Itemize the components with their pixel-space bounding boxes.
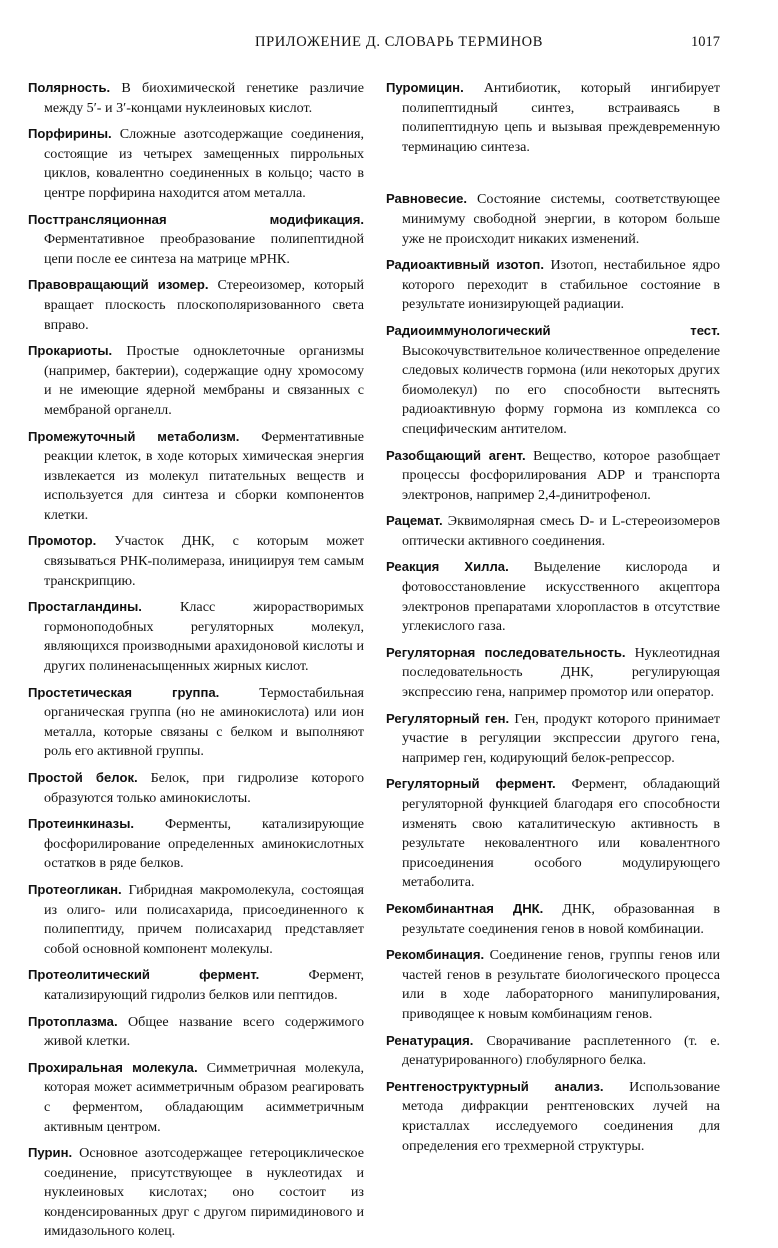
glossary-term: Простой белок. — [28, 770, 138, 785]
glossary-definition: Гибридная макромолекула, состоящая из олиго- или полисахарида, присоединенного к полипептиду, причем полисахарид представляет собой основной компонент молекулы. — [44, 881, 364, 957]
glossary-definition: Белок, при гидролизе которого образуются только аминокислоты. — [44, 770, 364, 806]
glossary-term: Простагландины. — [28, 599, 142, 615]
glossary-entry — [386, 189, 720, 249]
glossary-entry — [386, 78, 720, 157]
glossary-definition: Простые одноклеточные организмы (например, бактерии), содержащие одну хромосому и не имеющие ядерной мембраны и связанных с мембраной органелл. — [44, 343, 364, 418]
glossary-term: Радиоиммунологический тест. — [386, 322, 720, 338]
section-divider-gap — [386, 163, 720, 189]
glossary-entry — [386, 774, 720, 893]
glossary-definition: Соединение генов, группы генов или частей генов в результате биологического процесса или в ходе лабораторного манипулирования, приводящее к новым комбинациям генов. — [402, 947, 720, 1022]
glossary-entry — [28, 1012, 364, 1052]
glossary-term: Прохиральная молекула. — [28, 1059, 198, 1075]
glossary-definition: Общее название всего содержимого живой клетки. — [44, 1013, 364, 1050]
glossary-entry — [386, 446, 720, 506]
left-column — [28, 78, 364, 1248]
glossary-term: Регуляторный фермент. — [386, 776, 556, 792]
glossary-definition: Основное азотсодержащее гетероциклическое соединение, присутствующее в нуклеотидах и нуклеиновых кислотах; оно состоит из конденсированных друг с другом пиримидинового и имидазольного колец. — [44, 1145, 364, 1240]
glossary-term: Равновесие. — [386, 191, 468, 207]
glossary-term: Правовращающий изомер. — [28, 277, 209, 293]
right-column-p-section — [386, 78, 720, 157]
glossary-term: Простетическая группа. — [28, 684, 220, 700]
glossary-entry — [386, 557, 720, 636]
glossary-definition: Ферментативное преобразование полипептидной цепи после ее синтеза на матрице мРНК. — [44, 231, 364, 267]
glossary-entry — [386, 321, 720, 440]
glossary-term: Регуляторный ген. — [386, 710, 510, 726]
glossary-entry — [28, 210, 364, 270]
glossary-entry — [28, 1058, 364, 1137]
glossary-entry — [28, 124, 364, 203]
glossary-definition: Нуклеотидная последовательность ДНК, регулирующая экспрессию гена, например промотор или оператор. — [402, 644, 720, 701]
glossary-term: Рацемат. — [386, 513, 443, 529]
glossary-definition: Участок ДНК, с которым может связываться РНК-полимераза, инициируя тем самым транскрипцию. — [44, 533, 364, 589]
glossary-term: Промежуточный метаболизм. — [28, 428, 240, 444]
glossary-term: Рентгеноструктурный анализ. — [386, 1078, 604, 1094]
glossary-term: Разобщающий агент. — [386, 447, 526, 463]
glossary-entry — [28, 597, 364, 676]
glossary-definition: Изотоп, нестабильное ядро которого переходит в стабильное состояние в результате ионизирующей радиации. — [402, 257, 720, 313]
right-column — [386, 78, 720, 1162]
glossary-definition: Класс жирорастворимых гормоноподобных регуляторных молекул, являющихся производными арахидоновой кислоты и других полиненасыщенных жирных кислот. — [44, 599, 364, 675]
glossary-definition: Термостабильная органическая группа (но не аминокислота) или ион металла, которые связаны с белком и выполняют роль его активной группы. — [44, 684, 364, 760]
glossary-definition: Стереоизомер, который вращает плоскость плоскополяризованного света вправо. — [44, 277, 365, 333]
glossary-entry — [28, 1143, 364, 1242]
glossary-definition: Использование метода дифракции рентгеновских лучей на кристаллах исследуемого соединения для определения его трехмерной структуры. — [402, 1078, 720, 1154]
glossary-term: Протеинкиназы. — [28, 816, 135, 832]
glossary-definition: Высокочувствительное количественное определение следовых количеств гормона (или некоторых других биомолекул) по его способности вытеснять радиоактивную форму гормона из комплекса со специфическим антителом. — [402, 342, 720, 437]
glossary-entry — [386, 1077, 720, 1156]
glossary-entry — [28, 427, 364, 526]
glossary-term: Регуляторная последовательность. — [386, 644, 626, 660]
page-number: 1017 — [691, 34, 720, 50]
glossary-entry — [386, 511, 720, 551]
running-title: ПРИЛОЖЕНИЕ Д. СЛОВАРЬ ТЕРМИНОВ — [255, 34, 543, 50]
glossary-definition: Симметричная молекула, которая может асимметричным образом реагировать с ферментом, обладающим асимметричным активным центром. — [44, 1059, 364, 1135]
glossary-definition: Выделение кислорода и фотовосстановление искусственного акцептора электронов препаратами хлоропластов в отсутствие углекислого газа. — [402, 559, 721, 635]
glossary-term: Реакция Хилла. — [386, 559, 509, 575]
glossary-term: Прокариоты. — [28, 343, 113, 359]
glossary-definition: Ферментативные реакции клеток, в ходе которых химическая энергия извлекается из молекул питательных веществ и используется для синтеза и сборки компонентов клетки. — [44, 428, 364, 523]
glossary-entry — [28, 768, 364, 808]
glossary-term: Протеогликан. — [28, 881, 122, 897]
glossary-definition: Вещество, которое разобщает процессы фосфорилирования ADP и транспорта электронов, например 2,4-динитрофенол. — [402, 447, 720, 503]
glossary-entry — [386, 899, 720, 939]
glossary-entry — [28, 275, 364, 335]
glossary-entry — [28, 341, 364, 420]
page-header — [28, 34, 720, 56]
glossary-entry — [386, 255, 720, 315]
glossary-definition: Ген, продукт которого принимает участие в регуляции экспрессии другого гена, например ген, кодирующий белок-репрессор. — [402, 710, 720, 766]
glossary-definition: Сворачивание расплетенного (т. е. денатурированного) глобулярного белка. — [402, 1032, 720, 1069]
glossary-term: Рекомбинантная ДНК. — [386, 900, 544, 916]
glossary-entry — [28, 814, 364, 874]
glossary-entry — [28, 683, 364, 762]
glossary-term: Протеолитический фермент. — [28, 967, 260, 983]
glossary-definition: Антибиотик, который ингибирует полипептидный синтез, встраиваясь в полипептидную цепь и вызывая преждевременную терминацию синтеза. — [402, 80, 720, 155]
glossary-definition: Фермент, катализирующий гидролиз белков или пептидов. — [44, 967, 364, 1003]
glossary-term: Рекомбинация. — [386, 947, 485, 963]
glossary-definition: Сложные азотсодержащие соединения, состоящие из четырех замещенных пиррольных циклов, ковалентно соединенных в кольцо; часто в центре порфирина находится атом металла. — [44, 126, 364, 201]
glossary-definition: Состояние системы, соответствующее минимуму свободной энергии, в котором больше уже не происходит никаких изменений. — [402, 191, 720, 247]
glossary-term: Радиоактивный изотоп. — [386, 257, 544, 273]
glossary-term: Пурин. — [28, 1145, 73, 1161]
glossary-definition: ДНК, образованная в результате соединения генов в новой комбинации. — [402, 900, 720, 937]
glossary-entry — [28, 880, 364, 959]
glossary-definition: В биохимической генетике различие между 5′- и 3′-концами нуклеиновых кислот. — [44, 80, 364, 116]
glossary-entry — [386, 709, 720, 769]
glossary-term: Порфирины. — [28, 126, 112, 142]
glossary-entry — [386, 643, 720, 703]
glossary-term: Полярность. — [28, 80, 111, 95]
glossary-definition: Ферменты, катализирующие фосфорилирование определенных аминокислотных остатков в ряде белков. — [44, 816, 364, 872]
glossary-entry — [28, 531, 364, 591]
glossary-entry — [28, 78, 364, 118]
glossary-entry — [386, 945, 720, 1024]
glossary-entry — [28, 965, 364, 1005]
glossary-term: Пуромицин. — [386, 80, 464, 95]
glossary-term: Промотор. — [28, 533, 97, 549]
glossary-definition: Фермент, обладающий регуляторной функцией благодаря его способности изменять свою каталитическую активность в результате нековалентного или ковалентного присоединения особого модулирующего метаболита. — [402, 776, 720, 891]
right-column-r-section — [386, 189, 720, 1156]
glossary-term: Ренатурация. — [386, 1032, 474, 1048]
glossary-term: Протоплазма. — [28, 1013, 118, 1029]
glossary-entry — [386, 1031, 720, 1071]
glossary-definition: Эквимолярная смесь D- и L-стереоизомеров оптически активного соединения. — [402, 513, 720, 549]
glossary-term: Посттрансляционная модификация. — [28, 211, 364, 227]
